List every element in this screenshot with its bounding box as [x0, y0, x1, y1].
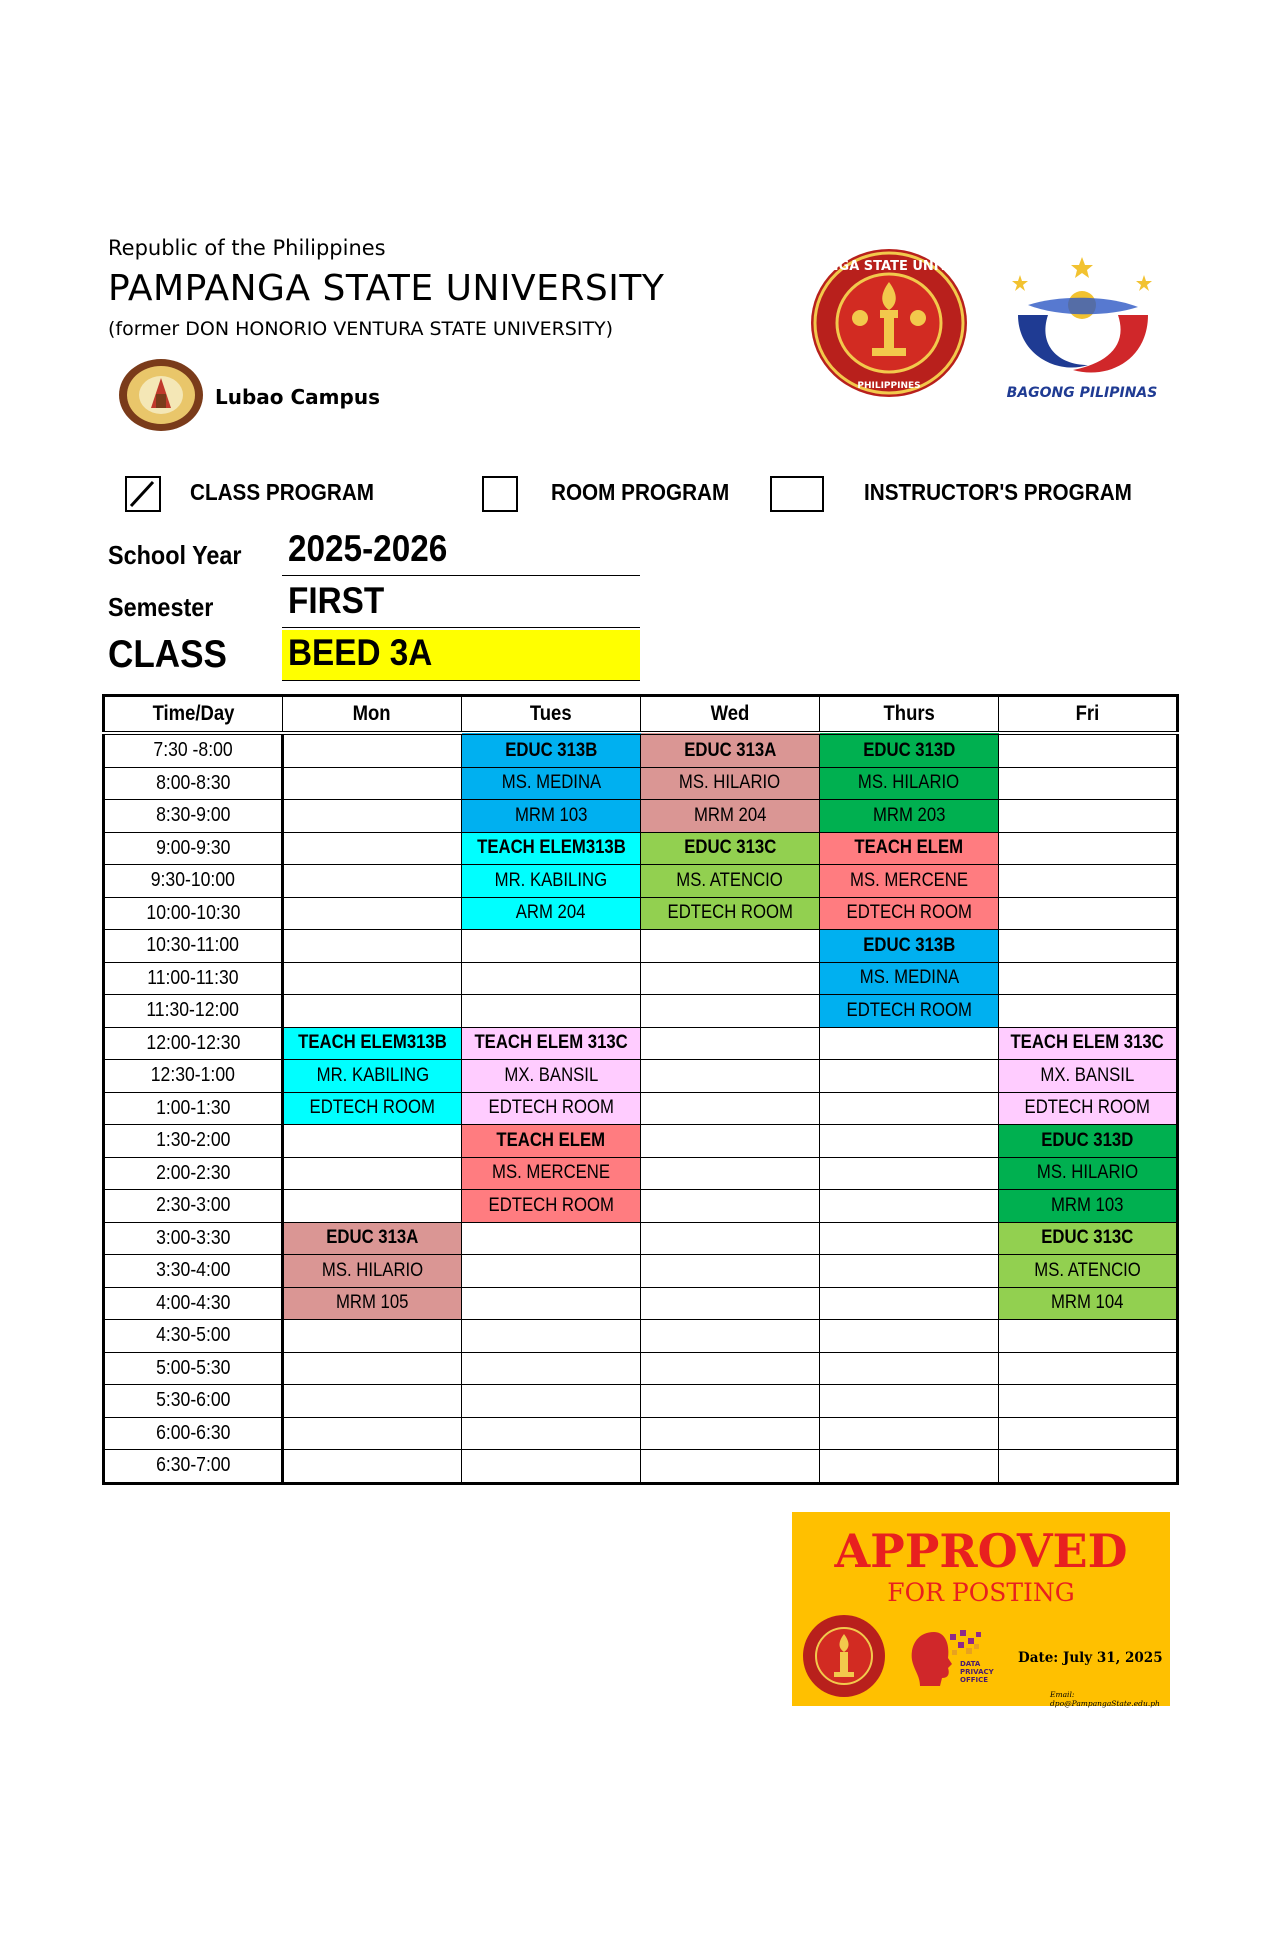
schedule-cell: MS. MERCENE [820, 865, 999, 898]
schedule-row [104, 1060, 1178, 1093]
time-slot: 1:00-1:30 [104, 1092, 283, 1125]
empty-cell [820, 1060, 999, 1093]
empty-cell [283, 897, 462, 930]
approval-subtitle: FOR POSTING [887, 1578, 1075, 1607]
subject-code-cell: TEACH ELEM [462, 1125, 641, 1158]
schedule-row [104, 1255, 1178, 1288]
empty-cell [283, 995, 462, 1028]
empty-cell [999, 800, 1178, 833]
empty-cell [283, 832, 462, 865]
empty-cell [283, 1352, 462, 1385]
empty-cell [999, 832, 1178, 865]
empty-cell [283, 1320, 462, 1353]
schedule-cell: MR. KABILING [462, 865, 641, 898]
schedule-row [104, 1125, 1178, 1158]
room-program-label: ROOM PROGRAM [551, 479, 730, 505]
header-mon: Mon [283, 696, 462, 734]
schedule-cell: MRM 103 [999, 1190, 1178, 1223]
schedule-cell: EDTECH ROOM [820, 995, 999, 1028]
empty-cell [283, 1385, 462, 1418]
empty-cell [462, 1320, 641, 1353]
schedule-cell: EDTECH ROOM [641, 897, 820, 930]
class-label: CLASS [108, 633, 227, 676]
bagong-pilipinas-text: BAGONG PILIPINAS [1006, 385, 1158, 401]
schedule-row [104, 1092, 1178, 1125]
semester-underline [282, 627, 640, 628]
schedule-row [104, 1417, 1178, 1450]
header-wed: Wed [641, 696, 820, 734]
empty-cell [462, 1352, 641, 1385]
subject-code-cell: EDUC 313A [641, 733, 820, 767]
school-year-value: 2025-2026 [288, 528, 448, 569]
time-slot: 10:30-11:00 [104, 930, 283, 963]
subject-code-cell: TEACH ELEM313B [462, 832, 641, 865]
time-slot: 1:30-2:00 [104, 1125, 283, 1158]
approval-date: Date: July 31, 2025 [1018, 1650, 1163, 1666]
schedule-cell: MS. ATENCIO [999, 1255, 1178, 1288]
empty-cell [820, 1190, 999, 1223]
header-fri: Fri [999, 696, 1178, 734]
university-seal-icon [777, 248, 1001, 398]
empty-cell [820, 1222, 999, 1255]
schedule-row [104, 930, 1178, 963]
empty-cell [462, 1255, 641, 1288]
empty-cell [820, 1385, 999, 1418]
empty-cell [999, 733, 1178, 767]
empty-cell [820, 1320, 999, 1353]
empty-cell [820, 1255, 999, 1288]
empty-cell [462, 1450, 641, 1484]
semester-label: Semester [108, 592, 214, 622]
lubao-campus-seal-icon [118, 358, 204, 432]
empty-cell [999, 1417, 1178, 1450]
time-slot: 3:00-3:30 [104, 1222, 283, 1255]
schedule-table [102, 694, 1179, 1485]
time-slot: 4:30-5:00 [104, 1320, 283, 1353]
campus-name: Lubao Campus [215, 385, 380, 409]
empty-cell [820, 1450, 999, 1484]
schedule-row [104, 995, 1178, 1028]
approval-email: Email: dpo@PampangaState.edu.ph [1050, 1690, 1160, 1708]
schedule-row [104, 1385, 1178, 1418]
schedule-cell: MS. HILARIO [999, 1157, 1178, 1190]
stamp-seal-icon [802, 1614, 886, 1698]
time-slot: 8:30-9:00 [104, 800, 283, 833]
schedule-header-row [104, 696, 1178, 734]
bagong-pilipinas-logo-icon [998, 255, 1166, 403]
time-slot: 11:00-11:30 [104, 962, 283, 995]
university-name: PAMPANGA STATE UNIVERSITY [108, 268, 665, 309]
schedule-cell: EDTECH ROOM [283, 1092, 462, 1125]
empty-cell [820, 1092, 999, 1125]
schedule-cell: ARM 204 [462, 897, 641, 930]
schedule-cell: EDTECH ROOM [999, 1092, 1178, 1125]
time-slot: 12:00-12:30 [104, 1027, 283, 1060]
time-slot: 4:00-4:30 [104, 1287, 283, 1320]
time-slot: 3:30-4:00 [104, 1255, 283, 1288]
empty-cell [999, 897, 1178, 930]
empty-cell [283, 1190, 462, 1223]
subject-code-cell: EDUC 313D [999, 1125, 1178, 1158]
time-slot: 2:30-3:00 [104, 1190, 283, 1223]
former-name: (former DON HONORIO VENTURA STATE UNIVERSITY) [108, 318, 614, 340]
schedule-row [104, 1287, 1178, 1320]
checkmark-icon [127, 478, 159, 510]
schedule-cell: EDTECH ROOM [462, 1092, 641, 1125]
empty-cell [999, 865, 1178, 898]
class-program-label: CLASS PROGRAM [190, 479, 375, 505]
subject-code-cell: EDUC 313C [999, 1222, 1178, 1255]
time-slot: 5:00-5:30 [104, 1352, 283, 1385]
schedule-row [104, 1190, 1178, 1223]
subject-code-cell: TEACH ELEM 313C [999, 1027, 1178, 1060]
empty-cell [283, 1125, 462, 1158]
header-tues: Tues [462, 696, 641, 734]
empty-cell [999, 1352, 1178, 1385]
time-slot: 5:30-6:00 [104, 1385, 283, 1418]
schedule-cell: MRM 203 [820, 800, 999, 833]
empty-cell [462, 1385, 641, 1418]
schedule-cell: MS. ATENCIO [641, 865, 820, 898]
empty-cell [283, 1157, 462, 1190]
schedule-row [104, 1027, 1178, 1060]
time-slot: 6:00-6:30 [104, 1417, 283, 1450]
empty-cell [999, 1450, 1178, 1484]
schedule-row [104, 767, 1178, 800]
empty-cell [999, 930, 1178, 963]
empty-cell [283, 800, 462, 833]
schedule-row [104, 1157, 1178, 1190]
subject-code-cell: EDUC 313B [462, 733, 641, 767]
subject-code-cell: TEACH ELEM313B [283, 1027, 462, 1060]
schedule-cell: MS. HILARIO [820, 767, 999, 800]
empty-cell [641, 930, 820, 963]
republic-text: Republic of the Philippines [108, 236, 386, 260]
header-thurs: Thurs [820, 696, 999, 734]
empty-cell [283, 733, 462, 767]
schedule-cell: MRM 103 [462, 800, 641, 833]
schedule-row [104, 1352, 1178, 1385]
time-slot: 8:00-8:30 [104, 767, 283, 800]
header-time-day: Time/Day [104, 696, 283, 734]
empty-cell [641, 1092, 820, 1125]
time-slot: 9:00-9:30 [104, 832, 283, 865]
school-year-label: School Year [108, 540, 242, 570]
empty-cell [820, 1417, 999, 1450]
schedule-row [104, 1320, 1178, 1353]
empty-cell [999, 962, 1178, 995]
empty-cell [462, 995, 641, 1028]
empty-cell [641, 995, 820, 1028]
empty-cell [999, 1320, 1178, 1353]
instructor-program-checkbox[interactable] [770, 476, 824, 512]
empty-cell [641, 1352, 820, 1385]
schedule-row [104, 1450, 1178, 1484]
empty-cell [283, 962, 462, 995]
empty-cell [999, 995, 1178, 1028]
empty-cell [283, 1417, 462, 1450]
empty-cell [641, 1255, 820, 1288]
subject-code-cell: TEACH ELEM 313C [462, 1027, 641, 1060]
empty-cell [820, 1287, 999, 1320]
schedule-row [104, 897, 1178, 930]
empty-cell [641, 1222, 820, 1255]
approval-title: APPROVED [834, 1524, 1128, 1578]
room-program-checkbox[interactable] [482, 476, 518, 512]
subject-code-cell: EDUC 313B [820, 930, 999, 963]
time-slot: 11:30-12:00 [104, 995, 283, 1028]
dpo-label: DATA PRIVACY OFFICE [960, 1660, 994, 1684]
seal-country: PHILIPPINES [857, 381, 921, 391]
schedule-row [104, 832, 1178, 865]
schedule-cell: MRM 204 [641, 800, 820, 833]
empty-cell [641, 1417, 820, 1450]
schedule-cell: MS. HILARIO [641, 767, 820, 800]
empty-cell [283, 930, 462, 963]
empty-cell [641, 1385, 820, 1418]
empty-cell [283, 865, 462, 898]
instructor-program-label: INSTRUCTOR'S PROGRAM [864, 479, 1132, 505]
schedule-cell: MX. BANSIL [462, 1060, 641, 1093]
subject-code-cell: EDUC 313D [820, 733, 999, 767]
empty-cell [820, 1027, 999, 1060]
schedule-cell: EDTECH ROOM [820, 897, 999, 930]
seal-text: PAMPANGA STATE UNIVERSITY [777, 259, 1001, 274]
schedule-cell: MRM 105 [283, 1287, 462, 1320]
empty-cell [641, 1157, 820, 1190]
empty-cell [462, 930, 641, 963]
time-slot: 2:00-2:30 [104, 1157, 283, 1190]
schedule-cell: MS. MEDINA [462, 767, 641, 800]
time-slot: 12:30-1:00 [104, 1060, 283, 1093]
schedule-cell: MRM 104 [999, 1287, 1178, 1320]
schedule-row [104, 800, 1178, 833]
subject-code-cell: EDUC 313C [641, 832, 820, 865]
empty-cell [462, 1417, 641, 1450]
schedule-cell: MS. MERCENE [462, 1157, 641, 1190]
time-slot: 9:30-10:00 [104, 865, 283, 898]
subject-code-cell: EDUC 313A [283, 1222, 462, 1255]
empty-cell [999, 1385, 1178, 1418]
approval-stamp [792, 1512, 1170, 1706]
empty-cell [641, 962, 820, 995]
empty-cell [283, 1450, 462, 1484]
semester-value: FIRST [288, 580, 385, 621]
schedule-row [104, 865, 1178, 898]
empty-cell [820, 1157, 999, 1190]
empty-cell [999, 767, 1178, 800]
empty-cell [462, 1222, 641, 1255]
class-program-checkbox[interactable] [125, 476, 161, 512]
empty-cell [641, 1060, 820, 1093]
schedule-cell: EDTECH ROOM [462, 1190, 641, 1223]
time-slot: 7:30 -8:00 [104, 733, 283, 767]
empty-cell [641, 1125, 820, 1158]
schedule-cell: MS. MEDINA [820, 962, 999, 995]
empty-cell [462, 962, 641, 995]
empty-cell [283, 767, 462, 800]
time-slot: 10:00-10:30 [104, 897, 283, 930]
schedule-cell: MS. HILARIO [283, 1255, 462, 1288]
schedule-row [104, 1222, 1178, 1255]
time-slot: 6:30-7:00 [104, 1450, 283, 1484]
empty-cell [641, 1320, 820, 1353]
schedule-row [104, 733, 1178, 767]
subject-code-cell: TEACH ELEM [820, 832, 999, 865]
empty-cell [641, 1190, 820, 1223]
empty-cell [641, 1450, 820, 1484]
empty-cell [641, 1027, 820, 1060]
empty-cell [820, 1352, 999, 1385]
schedule-cell: MR. KABILING [283, 1060, 462, 1093]
school-year-underline [282, 575, 640, 576]
schedule-cell: MX. BANSIL [999, 1060, 1178, 1093]
empty-cell [641, 1287, 820, 1320]
class-value: BEED 3A [288, 632, 433, 673]
empty-cell [820, 1125, 999, 1158]
empty-cell [462, 1287, 641, 1320]
schedule-row [104, 962, 1178, 995]
